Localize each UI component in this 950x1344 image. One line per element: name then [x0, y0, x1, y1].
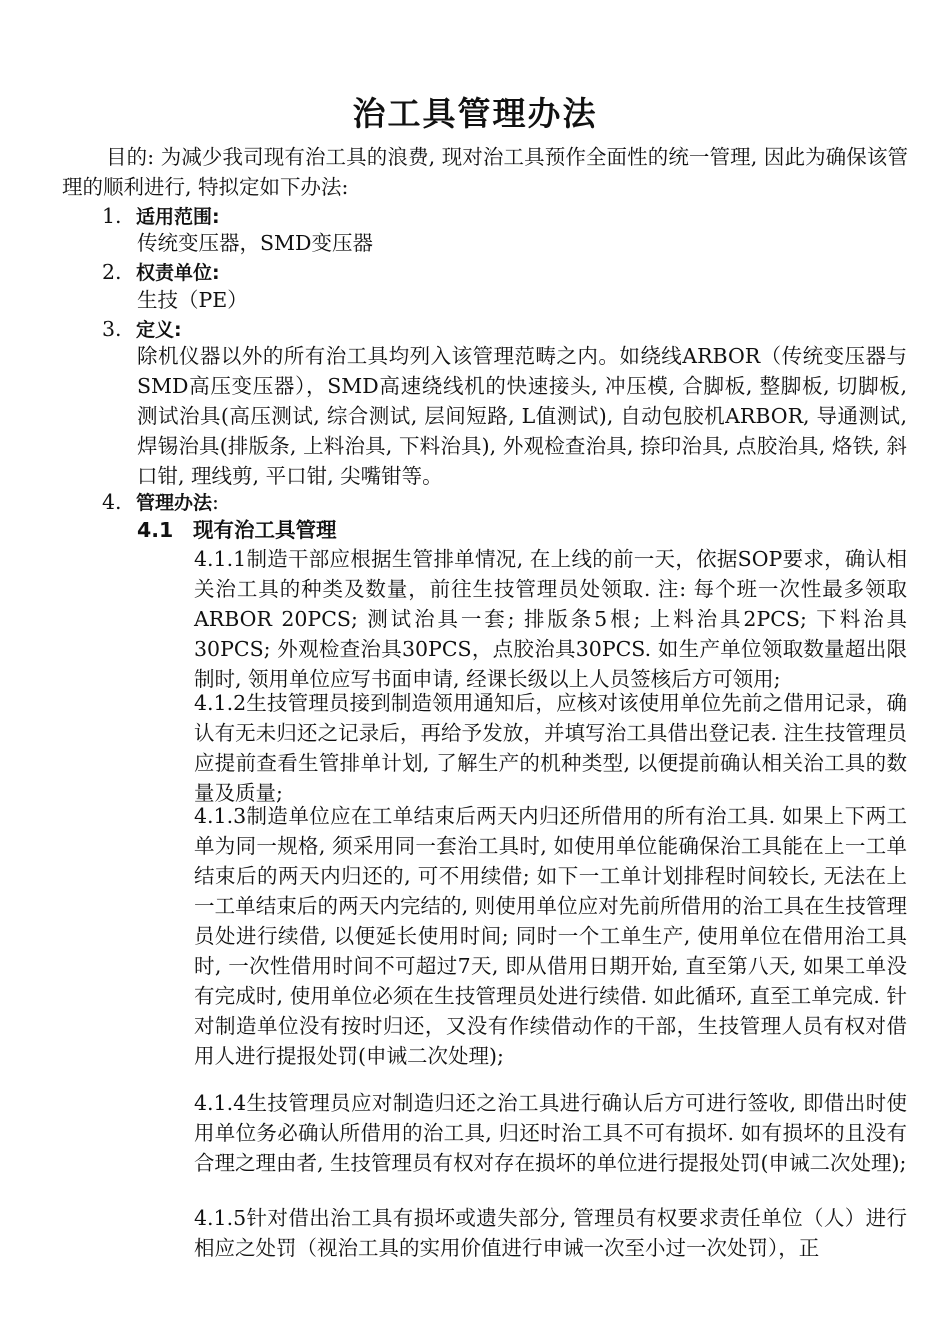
section-number: 3.: [102, 317, 122, 341]
item-4-1-4: 4.1.4生技管理员应对制造归还之治工具进行确认后方可进行签收, 即借出时使用单位务必确认所借用的治工具, 归还时治工具不可有损坏. 如有损坏的且没有合理之理由者, 生技管理员有权对存在损坏的单位进行提报处罚(申诫二次处理);: [194, 1091, 907, 1175]
section-heading: 定义:: [136, 319, 182, 341]
subsection-title: 现有治工具管理: [193, 518, 337, 542]
section-4-heading: [102, 487, 219, 518]
item-4-1-3: 4.1.3制造单位应在工单结束后两天内归还所借用的所有治工具. 如果上下两工单为同一规格, 须采用同一套治工具时, 如使用单位能确保治工具能在上一工单结束后的两天内归还的, 可不用续借; 如下一工单计划排程时间较长, 无法在上一工单结束后的两天内完结的, 则使用单位应对先前所借用的治工具在生技管理员处进行续借, 以便延长使用时间; 同时一个工单生产, 使用单位在借用治工具时, 一次性借用时间不可超过7天, 即从借用日期开始, 直至第八天, 如果工单没有完成时, 使用单位必须在生技管理员处进行续借. 如此循环, 直至工单完成. 针对制造单位没有按时归还，又没有作续借动作的干部，生技管理人员有权对借用人进行提报处罚(申诫二次处理);: [194, 804, 907, 1068]
subsection-number: 4.1: [137, 518, 174, 542]
section-number: 4.: [102, 490, 122, 514]
section-3-content: 除机仪器以外的所有治工具均列入该管理范畴之内。如绕线ARBOR（传统变压器与SMD高压变压器），SMD高速绕线机的快速接头, 冲压模, 合脚板, 整脚板, 切脚板, 测试治具(高压测试, 综合测试, 层间短路, L值测试), 自动包胶机ARBOR, 导通测试, 焊锡治具(排版条, 上料治具, 下料治具), 外观检查治具, 捺印治具, 点胶治具, 烙铁, 斜口钳, 理线剪, 平口钳, 尖嘴钳等。: [137, 344, 907, 488]
item-4-1-5: 4.1.5针对借出治工具有损坏或遗失部分, 管理员有权要求责任单位（人）进行相应之处罚（视治工具的实用价值进行申诫一次至小过一次处罚），正: [194, 1206, 907, 1260]
intro-paragraph: 目的: 为减少我司现有治工具的浪费, 现对治工具预作全面性的统一管理, 因此为确保该管理的顺利进行, 特拟定如下办法:: [62, 145, 908, 199]
section-1-content: 传统变压器，SMD变压器: [137, 231, 373, 255]
section-2-heading: [102, 257, 220, 288]
item-4-1-2: 4.1.2生技管理员接到制造领用通知后，应核对该使用单位先前之借用记录，确认有无未归还之记录后，再给予发放，并填写治工具借出登记表. 注生技管理员应提前查看生管排单计划, 了解生产的机种类型, 以便提前确认相关治工具的数量及质量;: [194, 691, 907, 805]
subsection-4-1-heading: [137, 515, 337, 545]
section-number: 2.: [102, 260, 122, 284]
heading-colon: :: [212, 490, 219, 514]
section-heading: 权责单位:: [136, 262, 220, 284]
item-4-1-1: 4.1.1制造干部应根据生管排单情况, 在上线的前一天，依据SOP要求，确认相关治工具的种类及数量，前往生技管理员处领取. 注: 每个班一次性最多领取ARBOR 20PCS; 测试治具一套; 排版条5根; 上料治具2PCS; 下料治具30PCS; 外观检查治具30PCS，点胶治具30PCS. 如生产单位领取数量超出限制时, 领用单位应写书面申请, 经课长级以上人员签核后方可领用;: [194, 547, 907, 691]
document-title: 治工具管理办法: [352, 94, 598, 133]
section-2-content: 生技（PE）: [137, 288, 248, 312]
section-number: 1.: [102, 204, 122, 228]
section-heading: 适用范围:: [136, 206, 220, 228]
section-heading: 管理办法: [136, 492, 213, 514]
